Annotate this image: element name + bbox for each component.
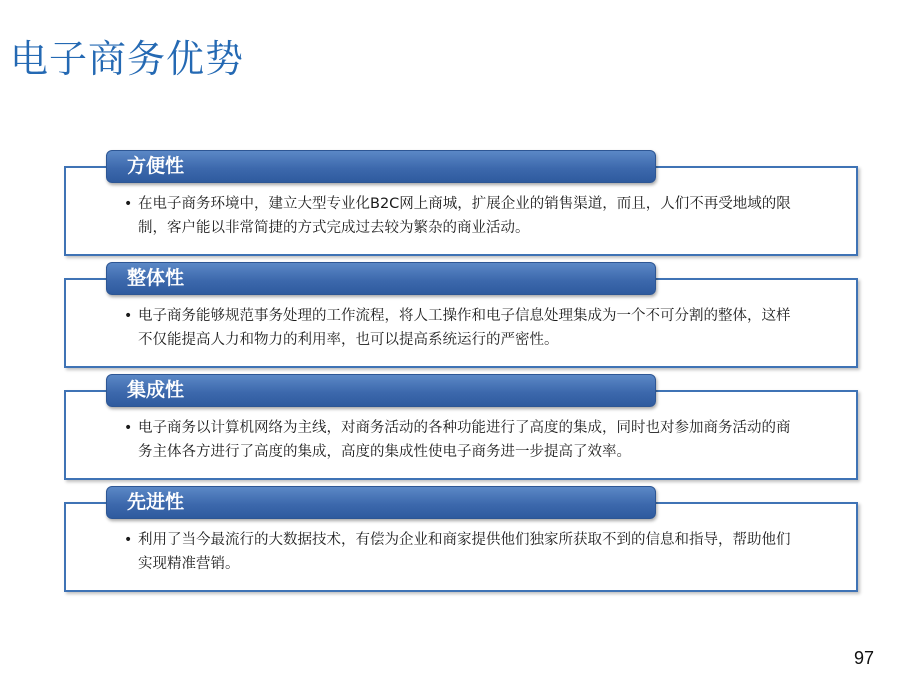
section-heading: 整体性 (106, 262, 656, 295)
section-heading: 集成性 (106, 374, 656, 407)
slide-title: 电子商务优势 (10, 37, 245, 81)
section-heading: 方便性 (106, 150, 656, 183)
section-text: 电子商务以计算机网络为主线，对商务活动的各种功能进行了高度的集成，同时也对参加商务活动的商务主体各方进行了高度的集成，高度的集成性使电子商务进一步提高了效率。 (138, 420, 791, 460)
section-text: 在电子商务环境中，建立大型专业化B2C网上商城，扩展企业的销售渠道，而且，人们不再受地域的限制，客户能以非常简捷的方式完成过去较为繁杂的商业活动。 (138, 196, 791, 236)
section-convenience (64, 150, 858, 256)
section-item (124, 416, 798, 464)
bullet-icon: • (124, 308, 133, 324)
section-advancement (64, 486, 858, 592)
section-text: 利用了当今最流行的大数据技术，有偿为企业和商家提供他们独家所获取不到的信息和指导，帮助他们实现精准营销。 (138, 532, 791, 572)
section-item (124, 528, 798, 576)
section-integrity (64, 262, 858, 368)
page-number: 97 (853, 648, 874, 668)
section-item (124, 192, 798, 240)
section-integration (64, 374, 858, 480)
bullet-icon: • (124, 532, 133, 548)
section-heading: 先进性 (106, 486, 656, 519)
section-text: 电子商务能够规范事务处理的工作流程，将人工操作和电子信息处理集成为一个不可分割的整体，这样不仅能提高人力和物力的利用率，也可以提高系统运行的严密性。 (138, 308, 791, 348)
bullet-icon: • (124, 196, 133, 212)
bullet-icon: • (124, 420, 133, 436)
section-item (124, 304, 798, 352)
